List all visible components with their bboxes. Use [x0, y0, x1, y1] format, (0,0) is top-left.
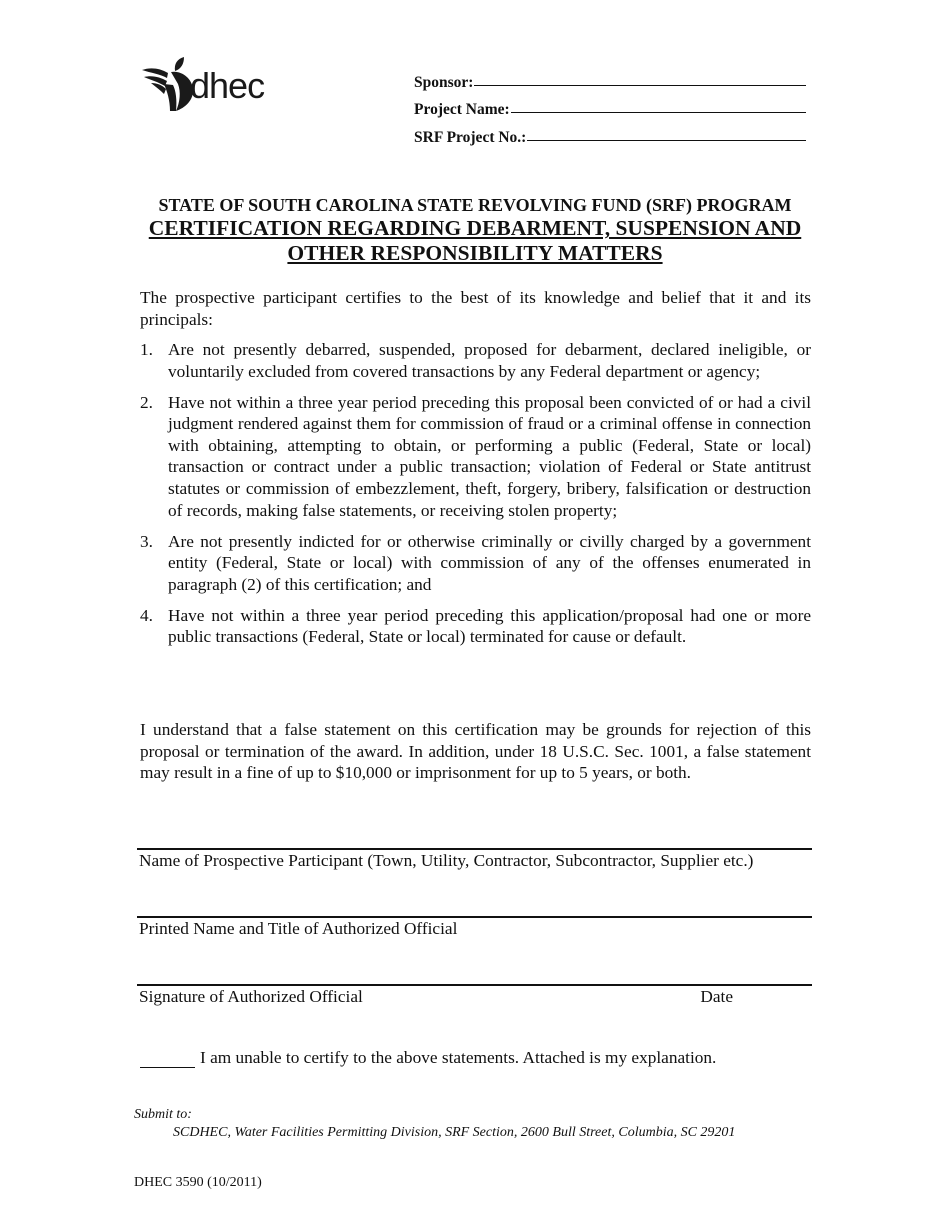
submit-to-label: Submit to: [134, 1107, 192, 1122]
list-item [140, 605, 811, 648]
item-text: Are not presently debarred, suspended, proposed for debarment, declared ineligible, or voluntarily excluded from covered transactions by any Federal department or agency; [168, 340, 811, 381]
srf-project-no-field[interactable] [414, 119, 806, 147]
printed-name-line[interactable] [137, 916, 812, 939]
document-title-block [100, 194, 850, 266]
participant-name-line[interactable] [137, 848, 812, 871]
unable-statement: I am unable to certify to the above statements. Attached is my explanation. [200, 1048, 717, 1067]
form-code: DHEC 3590 (10/2011) [134, 1175, 262, 1190]
item-number: 2. [140, 392, 153, 412]
participant-name-label: Name of Prospective Participant (Town, Utility, Contractor, Subcontractor, Supplier etc.) [139, 851, 754, 870]
signature-rule [137, 916, 812, 918]
item-text: Have not within a three year period preceding this application/proposal had one or more public transactions (Federal, State or local) terminated for cause or default. [168, 605, 811, 647]
item-text: Are not presently indicted for or otherwise criminally or civilly charged by a government entity (Federal, State or local) with commission of any of the offenses enumerated in paragraph (2) of this certification; and [168, 531, 811, 594]
sponsor-field[interactable] [414, 64, 806, 92]
submit-address: SCDHEC, Water Facilities Permitting Division, SRF Section, 2600 Bull Street, Columbia, SC 29201 [173, 1125, 736, 1140]
project-name-label: Project Name: [414, 101, 510, 118]
list-item [140, 339, 811, 382]
closing-paragraph: I understand that a false statement on this certification may be grounds for rejection of this proposal or termination of the award. In addition, under 18 U.S.C. Sec. 1001, a false statement may result in a fine of up to $10,000 or imprisonment for up to 5 years, or both. [140, 720, 811, 783]
certification-title-line1: CERTIFICATION REGARDING DEBARMENT, SUSPENSION AND [148, 216, 802, 240]
list-item [140, 531, 811, 596]
unable-checkbox-blank[interactable] [140, 1048, 195, 1068]
program-title: STATE OF SOUTH CAROLINA STATE REVOLVING FUND (SRF) PROGRAM [158, 195, 792, 215]
signature-rule [137, 848, 812, 850]
dhec-logo [140, 56, 290, 114]
srf-project-no-input[interactable] [527, 140, 806, 141]
signature-label: Signature of Authorized Official [139, 987, 363, 1006]
item-text: Have not within a three year period preceding this proposal been convicted of or had a civil judgment rendered against them for commission of fraud or a criminal offense in connection with obtaining, attempting to obtain, or performing a public (Federal, State or local) transaction or contract under a public transaction; violation of Federal or State antitrust statutes or commission of embezzlement, theft, forgery, bribery, falsification or destruction of records, making false statements, or receiving stolen property; [168, 392, 811, 520]
list-item [140, 392, 811, 522]
signature-line[interactable] [137, 984, 812, 1007]
item-number: 4. [140, 605, 153, 625]
printed-name-label: Printed Name and Title of Authorized Official [139, 919, 458, 938]
intro-paragraph: The prospective participant certifies to the best of its knowledge and belief that it and its principals: [140, 288, 811, 329]
sponsor-input[interactable] [474, 85, 806, 86]
signature-rule [137, 984, 812, 986]
certification-title-line2: OTHER RESPONSIBILITY MATTERS [287, 241, 663, 265]
date-label: Date [700, 987, 733, 1006]
item-number: 3. [140, 531, 153, 551]
project-name-input[interactable] [511, 112, 806, 113]
project-info-fields [414, 64, 806, 147]
item-number: 1. [140, 340, 153, 359]
srf-project-no-label: SRF Project No.: [414, 128, 527, 146]
dhec-wordmark: dhec [190, 65, 265, 106]
project-name-field[interactable] [414, 92, 806, 120]
certification-items [140, 339, 811, 657]
dhec-palmetto-icon [140, 56, 196, 114]
sponsor-label: Sponsor: [414, 73, 474, 91]
unable-to-certify-row [140, 1048, 716, 1068]
